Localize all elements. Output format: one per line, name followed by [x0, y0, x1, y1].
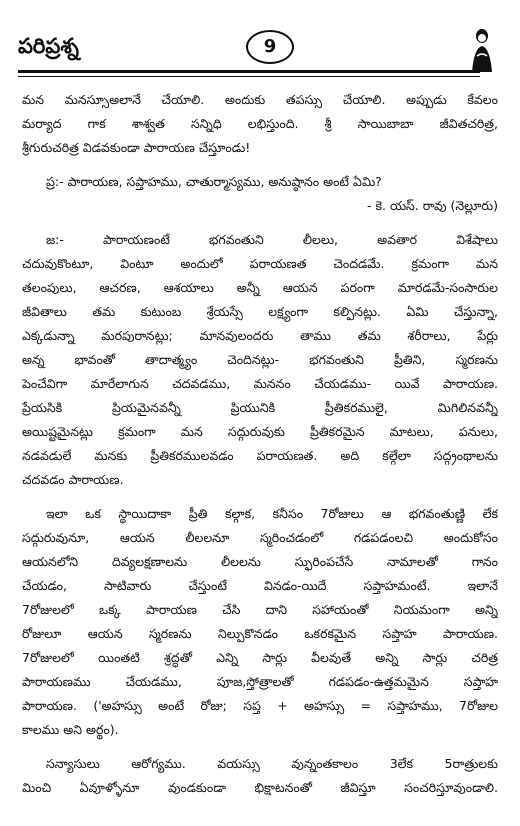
text-line: శ్రీగురుచరిత్ర విడవకుండా పారాయణ చేస్తూండు! — [22, 140, 251, 155]
text-line: 7రోజులలో ఒక్క పారాయణ చేసి దాని సహాయంతో నియమంగా అన్ని — [22, 602, 498, 617]
header-rule-thin — [18, 76, 480, 77]
text-line: జ:- పారాయణంటే భగవంతుని లీలలు, అవతార విశేషాలు — [46, 232, 498, 247]
text-line: పారాయణము చేయడము, పూజ,స్తోత్రాలతో గడపడం-ఉత్తమమైన సప్తాహ — [22, 674, 498, 689]
text-line: పారాయణ. ('అహస్సు అంటే రోజు; సప్త + అహస్సు = సప్తాహము, 7రోజుల — [22, 698, 498, 713]
text-line: నడవడులే మనకు ప్రీతికరములవడం పరాయణత. అది కల్గేలా సద్గ్రంథాలను — [22, 448, 498, 463]
text-line: అయిష్టమైనట్లు క్రమంగా మన సద్గురువుకు ప్రీతికరమైన మాటలు, పనులు, — [22, 424, 498, 439]
answer-paragraph — [22, 228, 498, 492]
text-line: మర్యాద గాక శాశ్వత సన్నిధి లభిస్తుంది. శ్రీ సాయిబాబా జీవితచరిత్ర, — [22, 116, 498, 131]
header-rule — [18, 70, 480, 73]
text-line: పెంచేవిగా మారేలాగున చదవడము, మననం చేయడము- యివే పారాయణ. — [22, 376, 498, 391]
text-line: సన్యాసులు ఆరోగ్యము. వయస్సు వున్నంతకాలం 3లేక 5రాత్రులకు — [46, 756, 498, 771]
paragraph — [22, 88, 498, 160]
text-line: ఇలా ఒక స్థాయిదాకా ప్రీతి కల్గాక, కనీసం 7రోజులు ఆ భగవంతుణ్ణి లేక — [46, 506, 498, 521]
text-line: మన మనస్సూఅలానే చేయాలి. అందుకు తపస్సు చేయాలి. అప్పుడు కేవలం — [22, 92, 498, 107]
text-line: కాలము అని అర్థం). — [22, 722, 119, 737]
question: ప్ర:- పారాయణ, సప్తాహము, చాతుర్మాస్యము, అనుష్ఠానం అంటే ఏమి? — [46, 174, 382, 189]
page-body — [22, 88, 498, 800]
question-author: - కె. యస్. రావు (నెల్లూరు) — [366, 198, 498, 213]
text-line: 7రోజులలో యింతటి శ్రద్ధతో ఎన్ని సార్లు వీలవుతే అన్ని సార్లు చరిత్ర — [22, 650, 498, 665]
text-line: చేయడం, సాటివారు చేస్తుంటే వినడం-యిదే సప్తాహమంటే. ఇలానే — [22, 578, 498, 593]
text-line: మించి ఏవూళ్ళోనూ వుండకుండా భిక్షాటనంతో జీవిస్తూ సంచరిస్తూవుండాలి. — [22, 780, 498, 795]
text-line: చదువుకొంటూ, వింటూ అందులో పరాయణత చెందడమే. క్రమంగా మన — [22, 256, 498, 271]
text-line: రోజులూ ఆయన స్మరణను నిల్పుకొనడం ఒకరకమైన సప్తాహ పారాయణ. — [22, 626, 498, 641]
text-line: ఎక్కడున్నా మరపురానట్లు; మానవులందరు తాము తమ శరీరాలు, పేర్లు — [22, 328, 498, 343]
text-line: ఆయనలోని దివ్యలక్షణాలను లీలలను స్ఫురింపచేసే నామాలతో గానం — [22, 554, 498, 569]
paragraph — [22, 752, 498, 800]
text-line: ప్రేయసికి ప్రియమైనవన్నీ ప్రియునికి ప్రీతికరములై, మిగిలినవన్నీ — [22, 400, 498, 415]
text-line: సద్గురువునూ, ఆయన లీలలనూ స్మరించడంలో గడపడంలచి అందుకోసం — [22, 530, 498, 545]
text-line: అన్న భావంతో తాదాత్మ్యం చెందినట్లు- భగవంతుని ప్రీతిని, స్మరణను — [22, 352, 498, 367]
paragraph — [22, 502, 498, 742]
page-header — [18, 26, 498, 76]
header-title: పరిప్రశ్న — [18, 34, 79, 58]
page-number: 9 — [246, 30, 294, 64]
saint-figure-icon — [466, 26, 498, 74]
text-line: జీవితాలు తమ కుటుంబ శ్రేయస్సే లక్ష్యంగా కల్పినట్లు. ఏమి చేస్తున్నా, — [22, 304, 498, 319]
text-line: చదవడం పారాయణ. — [22, 472, 124, 487]
text-line: తలంపులు, ఆచరణ, ఆశయాలు అన్నీ ఆయన పరంగా మారడమే-సంసారుల — [22, 280, 498, 295]
